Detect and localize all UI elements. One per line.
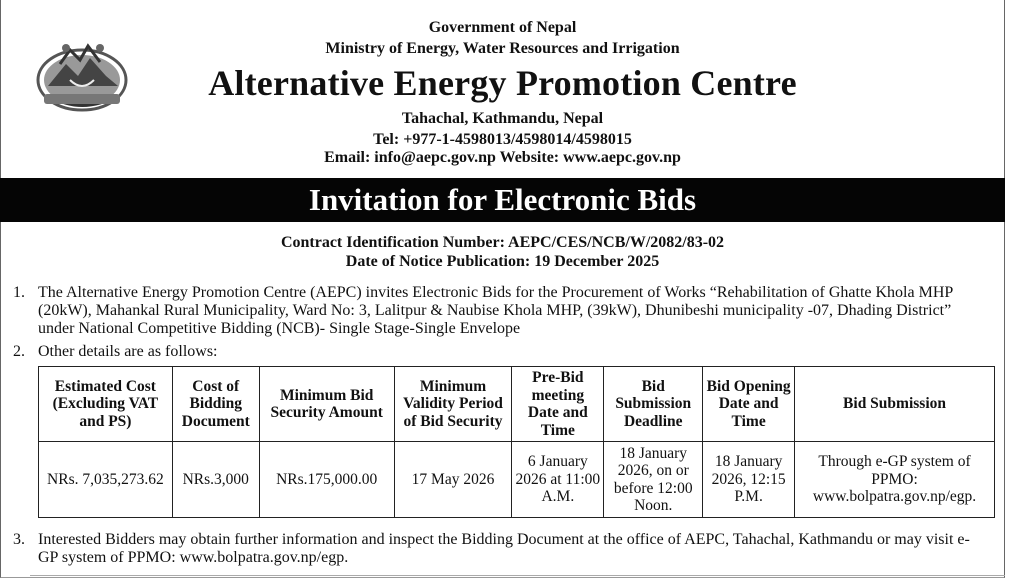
- header-bid-submission: Bid Submission: [795, 367, 995, 442]
- header-validity-period: Minimum Validity Period of Bid Security: [394, 367, 512, 442]
- telephone-line: Tel: +977-1-4598013/4598014/4598015: [373, 131, 632, 148]
- address-line: Tahachal, Kathmandu, Nepal: [401, 110, 604, 127]
- item-number-2: 2.: [13, 343, 25, 360]
- header-bid-opening: Bid Opening Date and Time: [703, 367, 795, 442]
- cell-bid-security: NRs.175,000.00: [259, 442, 394, 518]
- organization-title: Alternative Energy Promotion Centre: [208, 63, 797, 103]
- header-cost-of-document: Cost of Bidding Document: [172, 367, 259, 442]
- email-website-line: Email: info@aepc.gov.np Website: www.aepc.gov.np: [324, 149, 681, 166]
- header-estimated-cost: Estimated Cost (Excluding VAT and PS): [39, 367, 173, 442]
- bottom-divider: [30, 575, 1005, 576]
- header-bid-security: Minimum Bid Security Amount: [259, 367, 394, 442]
- item-text-3: Interested Bidders may obtain further information and inspect the Bidding Document at the office of AEPC, Tahachal, Kathmandu or may visit e-GP system of PPMO: www.bolpatra.gov.np/egp.: [38, 531, 970, 566]
- header-submission-deadline: Bid Submission Deadline: [604, 367, 703, 442]
- ministry-line: Ministry of Energy, Water Resources and Irrigation: [325, 40, 680, 57]
- item-number-1: 1.: [13, 284, 25, 301]
- cell-submission-deadline: 18 January 2026, on or before 12:00 Noon.: [604, 442, 703, 518]
- contract-identification: Contract Identification Number: AEPC/CES/NCB/W/2082/83-02: [280, 234, 725, 251]
- bid-details-table: [38, 366, 995, 518]
- cell-validity-period: 17 May 2026: [394, 442, 512, 518]
- cell-bid-opening: 18 January 2026, 12:15 P.M.: [703, 442, 795, 518]
- table-row: [39, 442, 995, 518]
- publication-date: Date of Notice Publication: 19 December 2025: [345, 253, 660, 270]
- header-pre-bid-meeting: Pre-Bid meeting Date and Time: [512, 367, 604, 442]
- invitation-banner: Invitation for Electronic Bids: [0, 178, 1005, 222]
- cell-estimated-cost: NRs. 7,035,273.62: [39, 442, 173, 518]
- item-text-1: The Alternative Energy Promotion Centre (AEPC) invites Electronic Bids for the Procurement of Works “Rehabilitation of Ghatte Khola MHP (20kW), Mahankal Rural Municipality, Ward No: 3, Lalitpur & Naubise Khola MHP, (39kW), Dhunibeshi municipality -07, Dhading District” under National Competitive Bidding (NCB)- Single Stage-Single Envelope: [38, 284, 953, 337]
- cell-cost-of-document: NRs.3,000: [172, 442, 259, 518]
- cell-pre-bid-meeting: 6 January 2026 at 11:00 A.M.: [512, 442, 604, 518]
- cell-bid-submission: Through e-GP system of PPMO: www.bolpatra.gov.np/egp.: [795, 442, 995, 518]
- table-header-row: [39, 367, 995, 442]
- government-line: Government of Nepal: [428, 19, 577, 36]
- item-text-2: Other details are as follows:: [38, 343, 218, 360]
- item-number-3: 3.: [13, 531, 25, 548]
